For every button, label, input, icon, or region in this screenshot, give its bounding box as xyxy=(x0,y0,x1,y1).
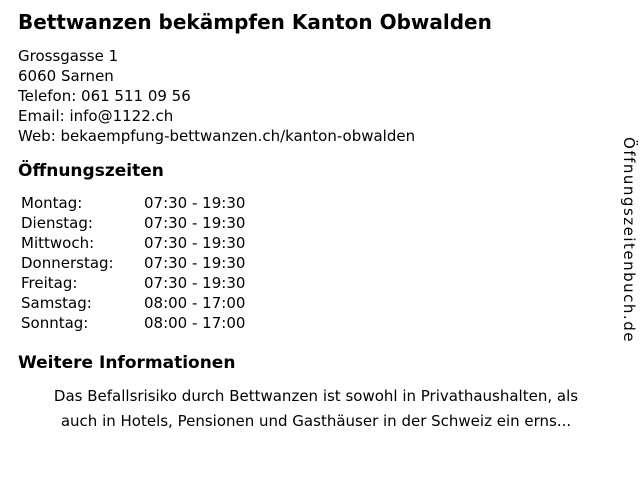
more-info-heading: Weitere Informationen xyxy=(18,353,236,373)
description-line-2: auch in Hotels, Pensionen und Gasthäuser in der Schweiz ein erns... xyxy=(60,412,572,430)
day-label: Donnerstag: xyxy=(21,254,114,272)
hours-row-tuesday xyxy=(21,213,614,233)
day-label: Dienstag: xyxy=(21,214,93,232)
description-text xyxy=(18,384,614,434)
contact-web: Web: bekaempfung-bettwanzen.ch/kanton-obwalden xyxy=(18,127,416,145)
day-label: Freitag: xyxy=(21,274,78,292)
day-label: Sonntag: xyxy=(21,314,89,332)
day-label: Montag: xyxy=(21,194,83,212)
time-value: 07:30 - 19:30 xyxy=(144,214,246,232)
hours-row-sunday xyxy=(21,313,614,333)
contact-email: Email: info@1122.ch xyxy=(18,107,174,125)
time-value: 07:30 - 19:30 xyxy=(144,194,246,212)
hours-row-wednesday xyxy=(21,233,614,253)
opening-hours-table xyxy=(18,193,614,333)
day-label: Samstag: xyxy=(21,294,92,312)
hours-row-friday xyxy=(21,273,614,293)
description-line-1: Das Befallsrisiko durch Bettwanzen ist sowohl in Privathaushalten, als xyxy=(53,387,579,405)
time-value: 07:30 - 19:30 xyxy=(144,234,246,252)
hours-row-thursday xyxy=(21,253,614,273)
opening-hours-heading: Öffnungszeiten xyxy=(18,161,164,181)
hours-row-monday xyxy=(21,193,614,213)
contact-block xyxy=(18,46,614,146)
time-value: 08:00 - 17:00 xyxy=(144,314,246,332)
day-label: Mittwoch: xyxy=(21,234,95,252)
page-title: Bettwanzen bekämpfen Kanton Obwalden xyxy=(18,10,492,34)
hours-row-saturday xyxy=(21,293,614,313)
contact-phone: Telefon: 061 511 09 56 xyxy=(18,87,191,105)
address-street: Grossgasse 1 xyxy=(18,47,119,65)
time-value: 07:30 - 19:30 xyxy=(144,254,246,272)
address-city: 6060 Sarnen xyxy=(18,67,114,85)
time-value: 08:00 - 17:00 xyxy=(144,294,246,312)
time-value: 07:30 - 19:30 xyxy=(144,274,246,292)
watermark-link[interactable]: Öffnungszeitenbuch.de xyxy=(620,137,638,343)
